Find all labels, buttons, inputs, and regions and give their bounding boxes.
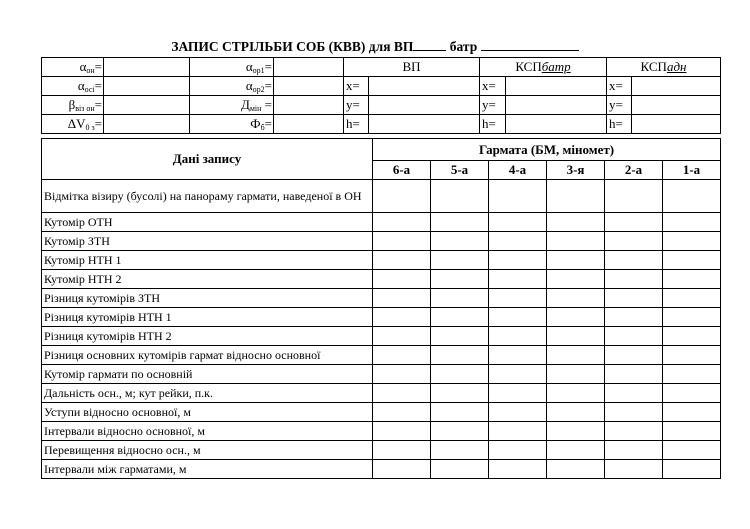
gun-value-cell[interactable] [547,180,605,213]
gun-value-cell[interactable] [431,422,489,441]
gun-value-cell[interactable] [373,289,431,308]
row-label: Відмітка візиру (бусолі) на панораму гармати, наведеної в ОН [42,180,373,213]
vp-y-value[interactable] [369,96,480,115]
table-row [42,232,721,251]
param-mid-3: $Д_{мін}$ = [190,96,274,115]
vp-blank[interactable] [413,37,446,51]
ksp-adn-y-label: y= [607,96,632,115]
row-label: Кутомір НТН 2 [42,270,373,289]
gun-value-cell[interactable] [373,422,431,441]
gun-value-cell[interactable] [605,365,663,384]
gun-2: 2-а [605,161,663,180]
parameters-table [41,57,721,134]
gun-value-cell[interactable] [373,308,431,327]
row-label: Дальність осн., м; кут рейки, п.к. [42,384,373,403]
gun-value-cell[interactable] [605,441,663,460]
table-row [42,365,721,384]
gun-value-cell[interactable] [431,460,489,479]
gun-value-cell[interactable] [605,346,663,365]
gun-value-cell[interactable] [431,346,489,365]
table-row [42,180,721,213]
gun-5: 5-а [431,161,489,180]
title-batr: батр [449,39,478,54]
gun-1: 1-а [663,161,721,180]
gun-value-cell[interactable] [663,384,721,403]
row-label: Уступи відносно основної, м [42,403,373,422]
gun-value-cell[interactable] [431,180,489,213]
param-left-3-value[interactable] [104,96,190,115]
gun-value-cell[interactable] [663,251,721,270]
gun-value-cell[interactable] [431,289,489,308]
gun-value-cell[interactable] [663,460,721,479]
table-row [42,289,721,308]
vp-h-label: h= [344,115,369,134]
param-left-2: $\alpha_{осі}=$ [42,77,104,96]
gun-4: 4-а [489,161,547,180]
row-label: Різниця основних кутомірів гармат відносно основної [42,346,373,365]
gun-value-cell[interactable] [663,365,721,384]
gun-value-cell[interactable] [373,384,431,403]
row-label: Кутомір НТН 1 [42,251,373,270]
gun-value-cell[interactable] [373,270,431,289]
ksp-batr-h-value[interactable] [506,115,607,134]
gun-value-cell[interactable] [663,422,721,441]
gun-value-cell[interactable] [489,270,547,289]
gun-value-cell[interactable] [547,251,605,270]
gun-value-cell[interactable] [663,289,721,308]
gun-value-cell[interactable] [547,441,605,460]
table-row [42,327,721,346]
vp-y-label: y= [344,96,369,115]
row-label: Різниця кутомірів ЗТН [42,289,373,308]
gun-value-cell[interactable] [489,180,547,213]
table-row [42,270,721,289]
gun-value-cell[interactable] [663,403,721,422]
vp-header: ВП [344,58,480,77]
param-mid-1: $\alpha_{ор1}=$ [190,58,274,77]
param-left-3: $\beta_{віз он}=$ [42,96,104,115]
row-label: Різниця кутомірів НТН 2 [42,327,373,346]
gun-value-cell[interactable] [605,327,663,346]
gun-3: 3-я [547,161,605,180]
gun-value-cell[interactable] [431,327,489,346]
ksp-adn-header: КСПадн [607,58,721,77]
table-row [42,384,721,403]
gun-value-cell[interactable] [373,403,431,422]
gun-value-cell[interactable] [663,308,721,327]
gun-value-cell[interactable] [431,308,489,327]
firing-record-table [41,138,721,479]
gun-value-cell[interactable] [489,422,547,441]
gun-value-cell[interactable] [489,289,547,308]
ksp-batr-x-label: x= [480,77,506,96]
table-row [42,441,721,460]
table-row [42,308,721,327]
gun-value-cell[interactable] [547,270,605,289]
gun-value-cell[interactable] [489,213,547,232]
param-left-4-value[interactable] [104,115,190,134]
gun-value-cell[interactable] [373,213,431,232]
gun-value-cell[interactable] [373,232,431,251]
gun-value-cell[interactable] [605,232,663,251]
gun-value-cell[interactable] [605,422,663,441]
gun-value-cell[interactable] [663,327,721,346]
gun-value-cell[interactable] [547,289,605,308]
gun-value-cell[interactable] [605,213,663,232]
param-mid-4: $Ф_б=$ [190,115,274,134]
ksp-batr-y-value[interactable] [506,96,607,115]
gun-value-cell[interactable] [547,384,605,403]
gun-value-cell[interactable] [605,403,663,422]
gun-value-cell[interactable] [431,441,489,460]
gun-value-cell[interactable] [431,232,489,251]
param-left-1-value[interactable] [104,58,190,77]
ksp-batr-header: КСПбатр [480,58,607,77]
param-mid-4-value[interactable] [274,115,344,134]
gun-value-cell[interactable] [489,365,547,384]
gun-value-cell[interactable] [547,308,605,327]
table-row [42,346,721,365]
gun-value-cell[interactable] [547,460,605,479]
gun-value-cell[interactable] [547,327,605,346]
gun-value-cell[interactable] [431,251,489,270]
gun-6: 6-а [373,161,431,180]
gun-value-cell[interactable] [489,251,547,270]
gun-value-cell[interactable] [373,365,431,384]
param-mid-2: $\alpha_{ор2}=$ [190,77,274,96]
gun-value-cell[interactable] [605,460,663,479]
gun-value-cell[interactable] [489,308,547,327]
row-label: Інтервали відносно основної, м [42,422,373,441]
guns-header: Гармата (БМ, міномет) [373,139,721,161]
gun-value-cell[interactable] [547,403,605,422]
gun-value-cell[interactable] [605,308,663,327]
table-row [42,403,721,422]
ksp-adn-x-value[interactable] [632,77,721,96]
gun-value-cell[interactable] [489,232,547,251]
gun-value-cell[interactable] [489,384,547,403]
form-title [0,37,750,56]
gun-value-cell[interactable] [431,403,489,422]
gun-value-cell[interactable] [431,365,489,384]
gun-value-cell[interactable] [605,251,663,270]
param-left-1: $\alpha_{он}=$ [42,58,104,77]
row-label: Перевищення відносно осн., м [42,441,373,460]
gun-value-cell[interactable] [373,346,431,365]
gun-value-cell[interactable] [373,251,431,270]
gun-value-cell[interactable] [431,384,489,403]
gun-value-cell[interactable] [373,441,431,460]
ksp-batr-h-label: h= [480,115,506,134]
gun-value-cell[interactable] [605,180,663,213]
gun-value-cell[interactable] [489,346,547,365]
ksp-adn-x-label: x= [607,77,632,96]
gun-value-cell[interactable] [605,384,663,403]
ksp-batr-y-label: y= [480,96,506,115]
param-left-4: $\Delta V_{0 з}=$ [42,115,104,134]
table-row [42,422,721,441]
gun-value-cell[interactable] [431,213,489,232]
gun-value-cell[interactable] [663,270,721,289]
record-rows [42,180,721,479]
gun-value-cell[interactable] [547,365,605,384]
vp-h-value[interactable] [369,115,480,134]
param-left-2-value[interactable] [104,77,190,96]
param-mid-3-value[interactable] [274,96,344,115]
gun-value-cell[interactable] [663,213,721,232]
table-row [42,251,721,270]
gun-value-cell[interactable] [489,460,547,479]
row-label: Інтервали між гарматами, м [42,460,373,479]
gun-value-cell[interactable] [547,232,605,251]
gun-value-cell[interactable] [547,422,605,441]
gun-value-cell[interactable] [663,346,721,365]
ksp-adn-y-value[interactable] [632,96,721,115]
gun-value-cell[interactable] [547,213,605,232]
gun-value-cell[interactable] [373,327,431,346]
gun-value-cell[interactable] [605,289,663,308]
gun-value-cell[interactable] [489,441,547,460]
gun-value-cell[interactable] [663,441,721,460]
row-label: Кутомір гармати по основній [42,365,373,384]
gun-value-cell[interactable] [547,346,605,365]
row-label: Різниця кутомірів НТН 1 [42,308,373,327]
batr-blank[interactable] [481,37,579,51]
gun-value-cell[interactable] [431,270,489,289]
gun-value-cell[interactable] [663,232,721,251]
row-label: Кутомір ОТН [42,213,373,232]
gun-value-cell[interactable] [373,180,431,213]
data-header: Дані запису [42,139,373,180]
param-mid-2-value[interactable] [274,77,344,96]
row-label: Кутомір ЗТН [42,232,373,251]
gun-value-cell[interactable] [663,180,721,213]
vp-x-label: x= [344,77,369,96]
table-row [42,213,721,232]
ksp-batr-x-value[interactable] [506,77,607,96]
gun-value-cell[interactable] [373,460,431,479]
gun-value-cell[interactable] [605,270,663,289]
ksp-adn-h-value[interactable] [632,115,721,134]
param-mid-1-value[interactable] [274,58,344,77]
title-prefix: ЗАПИС СТРІЛЬБИ СОБ (КВВ) для ВП [171,39,414,54]
vp-x-value[interactable] [369,77,480,96]
table-row [42,460,721,479]
gun-value-cell[interactable] [489,403,547,422]
gun-value-cell[interactable] [489,327,547,346]
ksp-adn-h-label: h= [607,115,632,134]
